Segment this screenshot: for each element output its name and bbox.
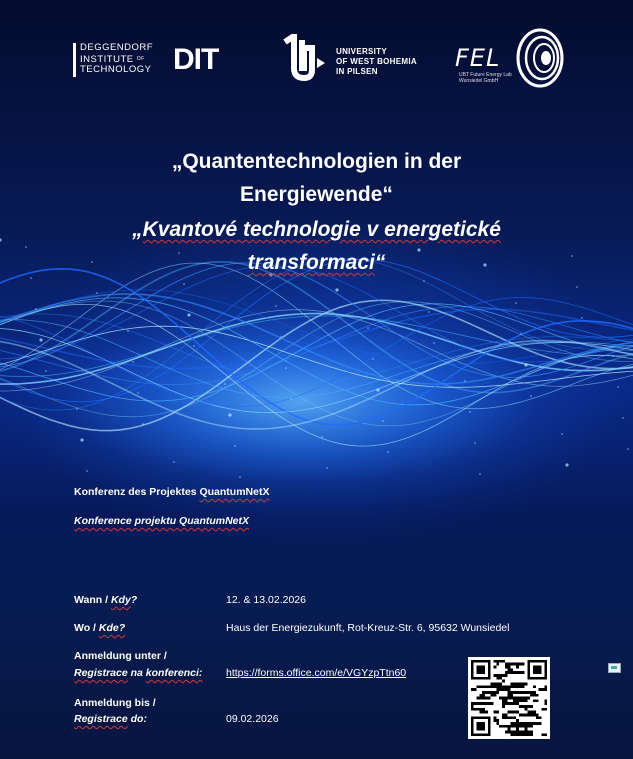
title-german [0, 145, 633, 211]
dit-mark: DIT [173, 43, 219, 76]
light-particle [239, 476, 241, 478]
deggendorf-logo [73, 43, 243, 79]
register-label-cz-b: na [127, 667, 146, 679]
light-particle [612, 355, 614, 357]
light-particle [367, 327, 369, 329]
title-czech [0, 213, 633, 279]
light-particle [290, 398, 292, 400]
light-particle [193, 345, 195, 347]
conference-german [74, 486, 269, 498]
light-particle [382, 420, 384, 422]
light-particle [464, 380, 466, 382]
light-particle [187, 313, 190, 316]
conference-cz-text: Konference projektu QuantumNetX [74, 515, 250, 527]
light-particle [228, 413, 231, 416]
light-particle [137, 392, 139, 394]
when-value: 12. & 13.02.2026 [226, 594, 306, 606]
light-particle [433, 342, 435, 344]
light-particle [142, 423, 144, 425]
where-value: Haus der Energiezukunft, Rot-Kreuz-Str. 6, 95632 Wunsiedel [226, 622, 510, 634]
light-particle [183, 283, 185, 285]
light-particle [428, 311, 430, 313]
fel-sub-line-2: Wunsiedel GmbH [459, 78, 499, 84]
when-label-mark: ? [130, 594, 138, 606]
light-particle [132, 361, 134, 363]
light-particle [515, 302, 517, 304]
fel-subtitle [459, 72, 512, 84]
dit-line-3: TECHNOLOGY [80, 63, 152, 75]
light-particle [80, 438, 83, 441]
deadline-value: 09.02.2026 [226, 713, 279, 725]
fel-logo [455, 28, 567, 90]
light-particle [561, 433, 563, 435]
light-particle [474, 442, 476, 444]
register-label-de: Anmeldung unter / [74, 650, 167, 662]
conference-de-prefix: Konferenz des Projektes [74, 486, 200, 498]
light-particle [469, 411, 471, 413]
light-particle [372, 358, 374, 360]
deadline-label-cz-a: Registrace [74, 713, 128, 725]
where-label-de: Wo / [74, 622, 99, 634]
uwb-line-3: IN PILSEN [336, 67, 378, 76]
deadline-label-cz-b: do: [127, 713, 147, 725]
light-particle [530, 395, 532, 397]
title-cz-quote-open: „ [132, 218, 143, 241]
light-particle [581, 317, 583, 319]
when-label [74, 594, 137, 606]
light-particle [321, 436, 323, 438]
title-cz-text-2: transformaci [247, 251, 375, 274]
when-label-cz: Kdy [110, 594, 131, 606]
light-particle [622, 417, 624, 419]
comment-note-icon[interactable] [608, 663, 621, 673]
dit-line-2: INSTITUTE OF [80, 53, 145, 65]
light-particle [376, 388, 379, 391]
light-particle [387, 451, 389, 453]
deadline-label-cz [74, 713, 147, 725]
uwb-emblem-icon [282, 34, 326, 84]
light-particle [326, 467, 328, 469]
light-particle [423, 280, 425, 282]
light-particle [86, 470, 88, 472]
title-de-line-1: „Quantentechnologien in der [171, 150, 462, 173]
light-particle [617, 386, 619, 388]
light-particle [520, 333, 522, 335]
uwb-line-2: OF WEST BOHEMIA [336, 57, 417, 66]
conference-czech [74, 515, 249, 527]
light-particle [173, 461, 175, 463]
where-label-cz: Kde? [98, 622, 126, 634]
registration-qr-code[interactable] [468, 657, 550, 739]
light-particle [576, 286, 578, 288]
title-cz-line-1 [0, 213, 633, 246]
register-label-cz [74, 667, 202, 679]
light-particle [39, 338, 42, 341]
light-particle [627, 448, 629, 450]
light-particle [127, 330, 129, 332]
light-particle [35, 308, 37, 310]
where-label [74, 622, 125, 634]
light-particle [285, 367, 287, 369]
register-label-cz-a: Registrace [74, 667, 128, 679]
light-particle [275, 305, 277, 307]
when-label-de: Wann / [74, 594, 111, 606]
fel-rings-icon [515, 28, 565, 88]
conference-de-project: QuantumNetX [199, 486, 270, 498]
light-particle [76, 408, 78, 410]
light-particle [335, 288, 338, 291]
light-particle [234, 445, 236, 447]
light-particle [45, 370, 47, 372]
light-particle [524, 363, 527, 366]
title-de-line-2: Energiewende“ [240, 183, 393, 206]
title-cz-quote-close: “ [374, 251, 386, 274]
uwb-logo [282, 34, 442, 84]
light-particle [565, 463, 568, 466]
partner-logos [0, 28, 633, 98]
registration-link[interactable]: https://forms.office.com/e/VGYzpTtn60 [226, 667, 407, 679]
uwb-line-1: UNIVERSITY [336, 47, 388, 56]
light-particle [280, 336, 282, 338]
light-particle [224, 383, 226, 385]
title-cz-line-2 [0, 246, 633, 279]
dit-line-1: DEGGENDORF [80, 42, 154, 53]
light-particle [479, 473, 481, 475]
light-particle [96, 292, 98, 294]
title-cz-text-1: Kvantové technologie v energetické [142, 218, 501, 241]
fel-wordmark: FEL [455, 44, 501, 72]
fel-sub-line-1: UBT Future Energy Lab [459, 72, 512, 78]
deadline-label-de: Anmeldung bis / [74, 697, 156, 709]
register-label-cz-c: konferenci: [145, 667, 203, 679]
